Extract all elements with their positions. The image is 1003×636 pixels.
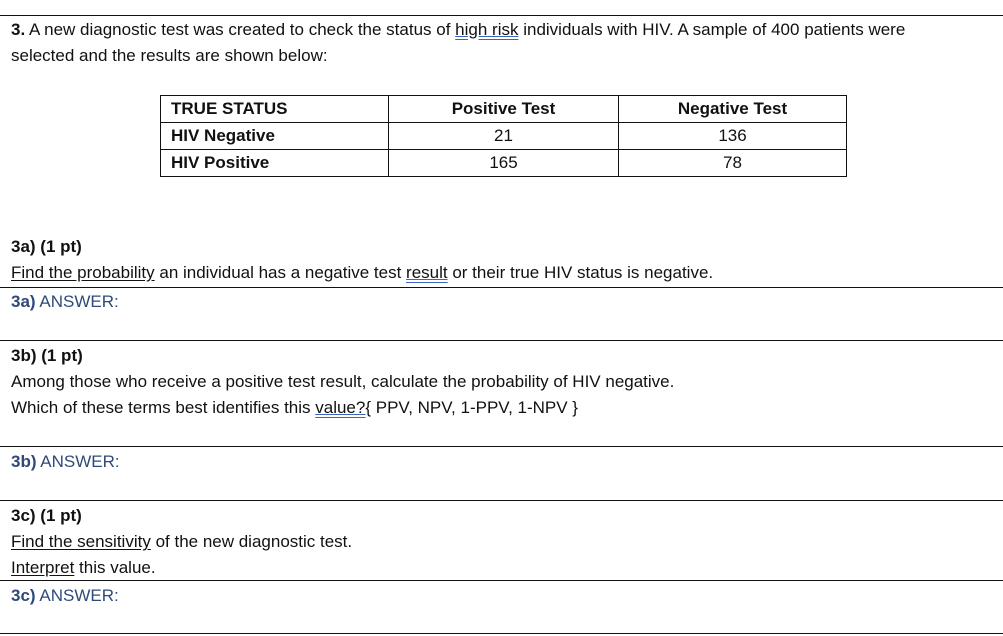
- part-3a-text-mid: an individual has a negative test: [154, 263, 407, 282]
- header-positive-test: Positive Test: [389, 96, 619, 123]
- answer-number: 3c): [11, 586, 36, 605]
- part-3c-title: 3c) (1 pt): [11, 506, 82, 525]
- part-3a-question: [11, 263, 713, 283]
- top-rule: [0, 15, 1003, 16]
- part-3c-underlined-2: Interpret: [11, 558, 75, 577]
- answer-label: ANSWER:: [35, 586, 119, 605]
- question-number: 3.: [11, 20, 26, 39]
- results-table: [160, 95, 847, 177]
- table-row: [161, 150, 847, 177]
- rule-3c-bottom: [0, 633, 1003, 634]
- header-negative-test: Negative Test: [619, 96, 847, 123]
- part-3a-title: 3a) (1 pt): [11, 237, 82, 256]
- question-text-post: individuals with HIV. A sample of 400 patients were: [518, 20, 906, 39]
- header-true-status: TRUE STATUS: [161, 96, 389, 123]
- part-3c-question-2: [11, 558, 156, 578]
- part-3a-underlined-2: result: [406, 263, 448, 282]
- table-cell: 78: [619, 150, 847, 177]
- rule-3b-bottom: [0, 500, 1003, 501]
- answer-label: ANSWER:: [35, 292, 119, 311]
- answer-number: 3b): [11, 452, 37, 471]
- rule-3a: [0, 287, 1003, 288]
- part-3c-text-post-2: this value.: [74, 558, 156, 577]
- part-3b-underlined: value?{: [315, 398, 372, 417]
- part-3a-underlined-1: Find the probability: [11, 263, 155, 282]
- part-3c-answer[interactable]: [11, 586, 119, 606]
- part-3b-question-2: [11, 398, 578, 418]
- part-3c-question-1: [11, 532, 352, 552]
- rule-3c: [0, 580, 1003, 581]
- rule-3a-bottom: [0, 340, 1003, 341]
- part-3a-answer[interactable]: [11, 292, 119, 312]
- row-label: HIV Positive: [161, 150, 389, 177]
- table-cell: 165: [389, 150, 619, 177]
- part-3b-title: 3b) (1 pt): [11, 346, 83, 365]
- part-3a-text-post: or their true HIV status is negative.: [447, 263, 714, 282]
- question-text-pre: A new diagnostic test was created to check the status of: [28, 20, 456, 39]
- part-3b-answer[interactable]: [11, 452, 120, 472]
- table-row: [161, 123, 847, 150]
- part-3c-text-post-1: of the new diagnostic test.: [150, 532, 353, 551]
- table-cell: 136: [619, 123, 847, 150]
- table-cell: 21: [389, 123, 619, 150]
- answer-label: ANSWER:: [36, 452, 120, 471]
- question-text-underlined: high risk: [455, 20, 519, 39]
- row-label: HIV Negative: [161, 123, 389, 150]
- part-3b-text-post: PPV, NPV, 1-PPV, 1-NPV }: [371, 398, 578, 417]
- table-header-row: [161, 96, 847, 123]
- part-3b-text-pre: Which of these terms best identifies this: [11, 398, 316, 417]
- answer-number: 3a): [11, 292, 36, 311]
- question-line-2: selected and the results are shown below:: [11, 46, 328, 65]
- part-3b-question-1: Among those who receive a positive test result, calculate the probability of HIV negative.: [11, 372, 675, 391]
- question-line-1: [11, 20, 905, 40]
- rule-3b: [0, 446, 1003, 447]
- part-3c-underlined-1: Find the sensitivity: [11, 532, 151, 551]
